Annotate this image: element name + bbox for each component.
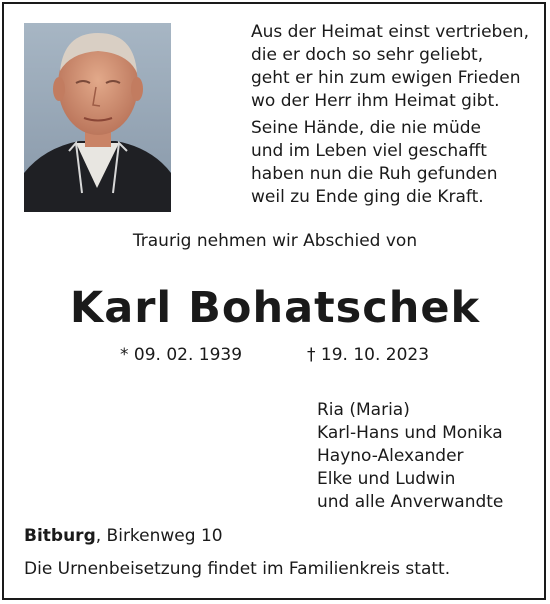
portrait-photo xyxy=(24,23,171,212)
mourner-item: Hayno-Alexander xyxy=(317,446,464,466)
poem-line: und im Leben viel geschafft xyxy=(251,141,487,161)
address-street: , Birkenweg 10 xyxy=(95,526,223,546)
portrait-image xyxy=(24,23,171,212)
poem-line: die er doch so sehr geliebt, xyxy=(251,45,484,65)
intro-text: Traurig nehmen wir Abschied von xyxy=(132,231,418,251)
poem-stanza-2 xyxy=(251,117,498,209)
mourner-item: Elke und Ludwin xyxy=(317,469,456,489)
address-city: Bitburg xyxy=(24,526,96,546)
address-line xyxy=(24,524,223,548)
birth-date: * 09. 02. 1939 xyxy=(120,345,243,365)
mourner-item: Ria (Maria) xyxy=(317,400,410,420)
mourner-item: und alle Anverwandte xyxy=(317,492,504,512)
poem-line: weil zu Ende ging die Kraft. xyxy=(251,187,484,207)
poem-line: wo der Herr ihm Heimat gibt. xyxy=(251,91,500,111)
burial-note: Die Urnenbeisetzung findet im Familienkreis statt. xyxy=(24,559,451,579)
poem-stanza-1 xyxy=(251,21,529,113)
poem-line: haben nun die Ruh gefunden xyxy=(251,164,498,184)
poem-line: Seine Hände, die nie müde xyxy=(251,118,481,138)
mourner-item: Karl-Hans und Monika xyxy=(317,423,503,443)
poem-line: Aus der Heimat einst vertrieben, xyxy=(251,22,529,42)
mourners-list xyxy=(317,399,503,514)
death-date: † 19. 10. 2023 xyxy=(307,345,430,365)
poem-line: geht er hin zum ewigen Frieden xyxy=(251,68,521,88)
deceased-name: Karl Bohatschek xyxy=(69,283,481,333)
